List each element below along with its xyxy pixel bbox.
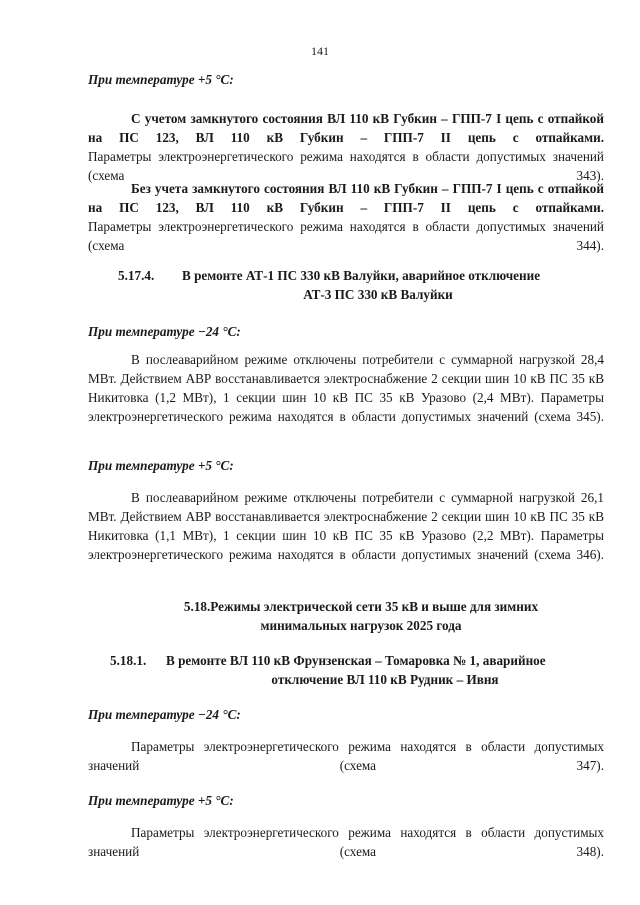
- temperature-heading: При температуре +5 °С:: [88, 458, 234, 473]
- section-heading-line: минимальных нагрузок 2025 года: [260, 618, 462, 633]
- paragraph: В послеаварийном режиме отключены потребители с суммарной нагрузкой 26,1 МВт. Действием АВР восстанавливается электроснабжение 2 секции шин 10 кВ ПС 35 кВ Никитовка (1,1 МВт), 1 секции шин 10 кВ ПС 35 кВ Уразово (2,2 МВт). Параметры электроэнергетического режима находятся в области допустимых значений (схема 346).: [88, 490, 604, 562]
- paragraph: Параметры электроэнергетического режима находятся в области допустимых значений (схема 348).: [88, 825, 604, 859]
- paragraph: Параметры электроэнергетического режима находятся в области допустимых значений (схема 343).: [88, 149, 604, 183]
- temperature-heading: При температуре +5 °С:: [88, 793, 234, 808]
- temperature-heading: При температуре +5 °С:: [88, 72, 234, 87]
- section-number: 5.17.4.: [118, 268, 155, 283]
- paragraph: В послеаварийном режиме отключены потребители с суммарной нагрузкой 28,4 МВт. Действием АВР восстанавливается электроснабжение 2 секции шин 10 кВ ПС 35 кВ Никитовка (1,2 МВт), 1 секции шин 10 кВ ПС 35 кВ Уразово (2,4 МВт). Параметры электроэнергетического режима находятся в области допустимых значений (схема 345).: [88, 352, 604, 424]
- section-heading-line: АТ-3 ПС 330 кВ Валуйки: [303, 287, 453, 302]
- section-number: 5.18.1.: [110, 653, 147, 668]
- temperature-heading: При температуре −24 °С:: [88, 324, 241, 339]
- section-heading-line: В ремонте ВЛ 110 кВ Фрунзенская – Томаровка № 1, аварийное: [166, 653, 546, 668]
- paragraph-bold: С учетом замкнутого состояния ВЛ 110 кВ Губкин – ГПП-7 I цепь с отпайкой на ПС 123, ВЛ 110 кВ Губкин – ГПП-7 II цепь с отпайками.: [88, 111, 604, 145]
- temperature-heading: При температуре −24 °С:: [88, 707, 241, 722]
- paragraph: Параметры электроэнергетического режима находятся в области допустимых значений (схема 344).: [88, 219, 604, 253]
- section-heading-line: В ремонте АТ-1 ПС 330 кВ Валуйки, аварийное отключение: [182, 268, 541, 283]
- section-heading-line: отключение ВЛ 110 кВ Рудник – Ивня: [271, 672, 499, 687]
- paragraph-bold: Без учета замкнутого состояния ВЛ 110 кВ Губкин – ГПП-7 I цепь с отпайкой на ПС 123, ВЛ 110 кВ Губкин – ГПП-7 II цепь с отпайками.: [88, 181, 604, 215]
- paragraph: Параметры электроэнергетического режима находятся в области допустимых значений (схема 347).: [88, 739, 604, 773]
- section-heading-line: 5.18.Режимы электрической сети 35 кВ и выше для зимних: [183, 599, 539, 614]
- page-number: 141: [311, 44, 329, 58]
